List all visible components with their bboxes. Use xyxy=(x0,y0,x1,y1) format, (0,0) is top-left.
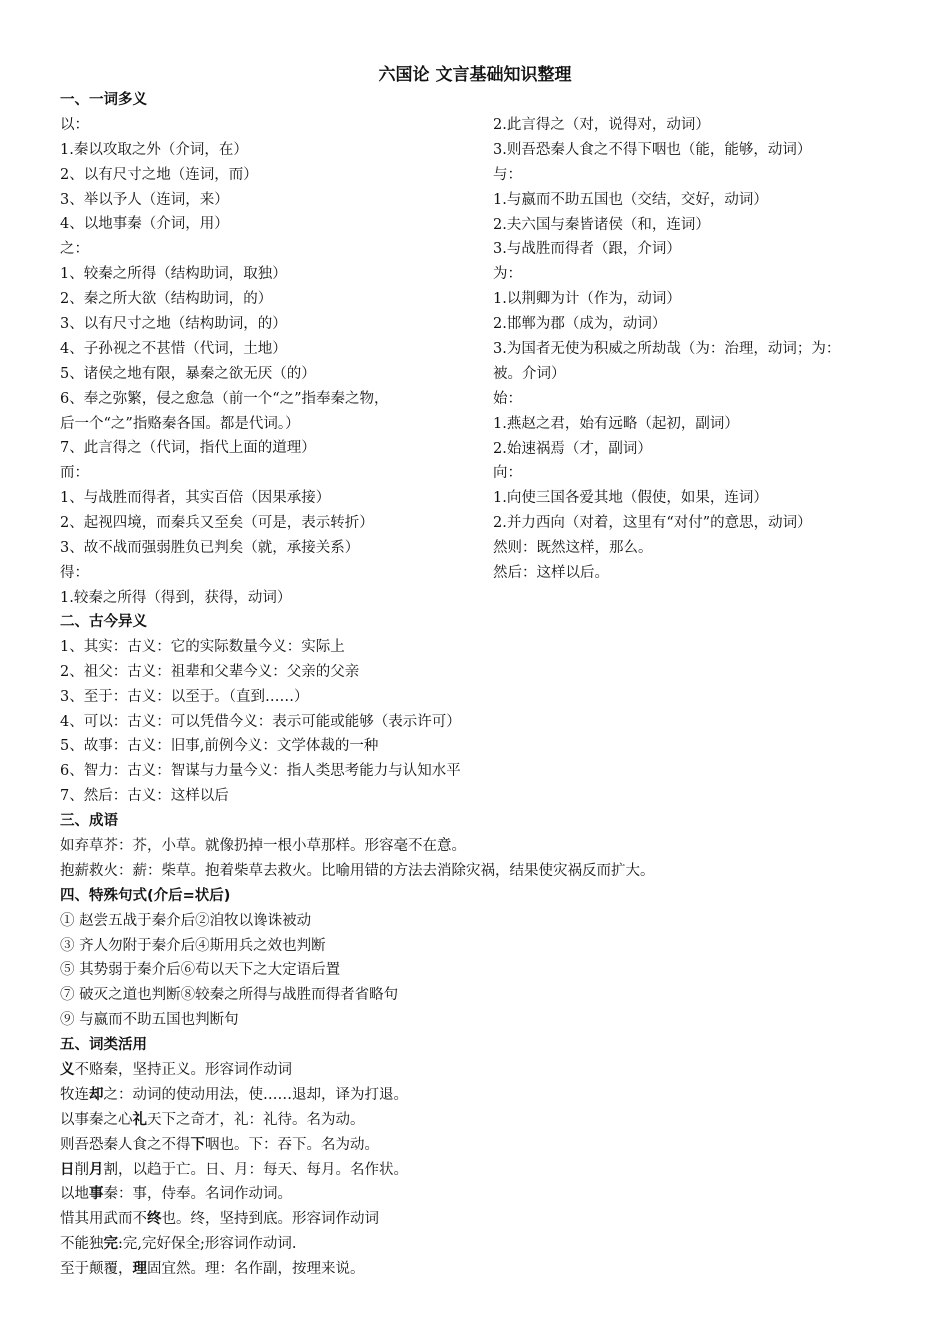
text-line: 4、以地事秦（介词，用） xyxy=(60,216,229,233)
text-line: 3、至于：古义：以至于。（直到……） xyxy=(60,688,309,705)
text-line: 1、较秦之所得（结构助词，取独） xyxy=(60,266,287,283)
text-line: 以： xyxy=(60,116,89,133)
text-line: 以事秦之心礼天下之奇才，礼：礼待。名为动。 xyxy=(60,1111,365,1128)
text-line: 1.较秦之所得（得到，获得，动词） xyxy=(60,589,292,606)
text-line: ⑤ 其势弱于秦介后⑥苟以天下之大定语后置 xyxy=(60,962,341,979)
section-heading: 二、古今异义 xyxy=(60,614,147,630)
text-line: 7、然后：古义：这样以后 xyxy=(60,788,229,805)
text-line: 向： xyxy=(493,465,522,482)
text-line: 7、此言得之（代词，指代上面的道理） xyxy=(60,440,316,457)
text-line: 后一个“之”指赂秦各国。都是代词。） xyxy=(60,415,300,432)
text-line: 3、举以予人（连词，来） xyxy=(60,191,229,208)
text-line: 然则：既然这样，那么。 xyxy=(493,540,653,557)
text-line: ① 赵尝五战于秦介后②洎牧以谗诛被动 xyxy=(60,912,312,929)
text-line: 2.此言得之（对，说得对，动词） xyxy=(493,117,710,133)
right-column xyxy=(493,113,913,586)
text-line: 而： xyxy=(60,465,89,482)
text-line: 4、可以：古义：可以凭借今义：表示可能或能够（表示许可） xyxy=(60,713,461,730)
text-line: 2.邯郸为郡（成为，动词） xyxy=(493,316,667,333)
text-line: 1.与嬴而不助五国也（交结，交好，动词） xyxy=(493,191,768,208)
text-line: 2.并力西向（对着，这里有“对付”的意思，动词） xyxy=(493,515,812,532)
full-width-section xyxy=(60,610,920,1282)
text-line: 1.秦以攻取之外（介词，在） xyxy=(60,141,248,158)
text-line: 牧连却之：动词的使动用法，使……退却，译为打退。 xyxy=(60,1086,408,1103)
text-line: 6、奉之弥繁，侵之愈急（前一个“之”指奉秦之物， xyxy=(60,390,389,407)
left-column xyxy=(60,88,490,611)
text-line: 3、故不战而强弱胜负已判矣（就，承接关系） xyxy=(60,540,360,557)
text-line: 1、其实：古义：它的实际数量今义：实际上 xyxy=(60,638,345,655)
text-line: 2.始速祸焉（才，副词） xyxy=(493,440,652,457)
text-line: ③ 齐人勿附于秦介后④斯用兵之效也判断 xyxy=(60,937,326,954)
text-line: 3、以有尺寸之地（结构助词，的） xyxy=(60,316,287,333)
section-heading: 五、词类活用 xyxy=(60,1037,147,1054)
text-line: 与： xyxy=(493,166,522,183)
text-line: 为： xyxy=(493,266,522,283)
text-line: 如弃草芥：芥，小草。就像扔掉一根小草那样。形容毫不在意。 xyxy=(60,838,466,855)
text-line: 惜其用武而不终也。终，坚持到底。形容词作动词 xyxy=(60,1211,379,1228)
text-line: 则吾恐秦人食之不得下咽也。下：吞下。名为动。 xyxy=(60,1136,379,1153)
text-line: 2.夫六国与秦皆诸侯（和，连词） xyxy=(493,216,710,233)
document-title: 六国论 文言基础知识整理 xyxy=(378,65,572,85)
section-heading: 四、特殊句式(介后=状后) xyxy=(60,887,231,904)
text-line: 3.为国者无使为积威之所劫哉（为：治理，动词；为： xyxy=(493,341,841,358)
text-line: 抱薪救火：薪：柴草。抱着柴草去救火。比喻用错的方法去消除灾祸，结果使灾祸反而扩大。 xyxy=(60,862,655,879)
text-line: 之： xyxy=(60,241,89,258)
text-line: 然后：这样以后。 xyxy=(493,565,609,582)
text-line: 5、故事：古义：旧事,前例今义：文学体裁的一种 xyxy=(60,738,379,755)
text-line: 始： xyxy=(493,390,522,407)
text-line: 得： xyxy=(60,564,89,581)
text-line: 2、秦之所大欲（结构助词，的） xyxy=(60,291,273,308)
text-line: 1.向使三国各爱其地（假使，如果，连词） xyxy=(493,490,768,507)
text-line: 1.以荆卿为计（作为，动词） xyxy=(493,291,681,308)
text-line: 1.燕赵之君，始有远略（起初，副词） xyxy=(493,415,739,432)
section-heading: 三、成语 xyxy=(60,813,118,830)
section-heading: 一、一词多义 xyxy=(60,92,147,108)
text-line: 不能独完:完,完好保全;形容词作动词. xyxy=(60,1236,297,1253)
text-line: 日削月割，以趋于亡。日、月：每天、每月。名作状。 xyxy=(60,1161,408,1178)
text-line: 2、起视四境，而秦兵又至矣（可是，表示转折） xyxy=(60,515,374,532)
text-line: ⑦ 破灭之道也判断⑧较秦之所得与战胜而得者省略句 xyxy=(60,987,399,1004)
text-line: 被。介词） xyxy=(493,365,566,382)
text-line: 至于颠覆，理固宜然。理：名作副，按理来说。 xyxy=(60,1261,365,1278)
text-line: 以地事秦：事，侍奉。名词作动词。 xyxy=(60,1186,292,1203)
text-line: 5、诸侯之地有限，暴秦之欲无厌（的） xyxy=(60,365,316,382)
text-line: 2、以有尺寸之地（连词，而） xyxy=(60,166,258,183)
text-line: 义不赂秦，坚持正义。形容词作动词 xyxy=(60,1062,292,1079)
text-line: 4、子孙视之不甚惜（代词，土地） xyxy=(60,340,287,357)
text-line: 3.则吾恐秦人食之不得下咽也（能，能够，动词） xyxy=(493,141,812,158)
text-line: 1、与战胜而得者，其实百倍（因果承接） xyxy=(60,490,331,507)
text-line: 2、祖父：古义：祖辈和父辈今义：父亲的父亲 xyxy=(60,663,360,680)
text-line: 6、智力：古义：智谋与力量今义：指人类思考能力与认知水平 xyxy=(60,763,461,780)
text-line: ⑨ 与嬴而不助五国也判断句 xyxy=(60,1012,239,1029)
text-line: 3.与战胜而得者（跟，介词） xyxy=(493,241,681,258)
